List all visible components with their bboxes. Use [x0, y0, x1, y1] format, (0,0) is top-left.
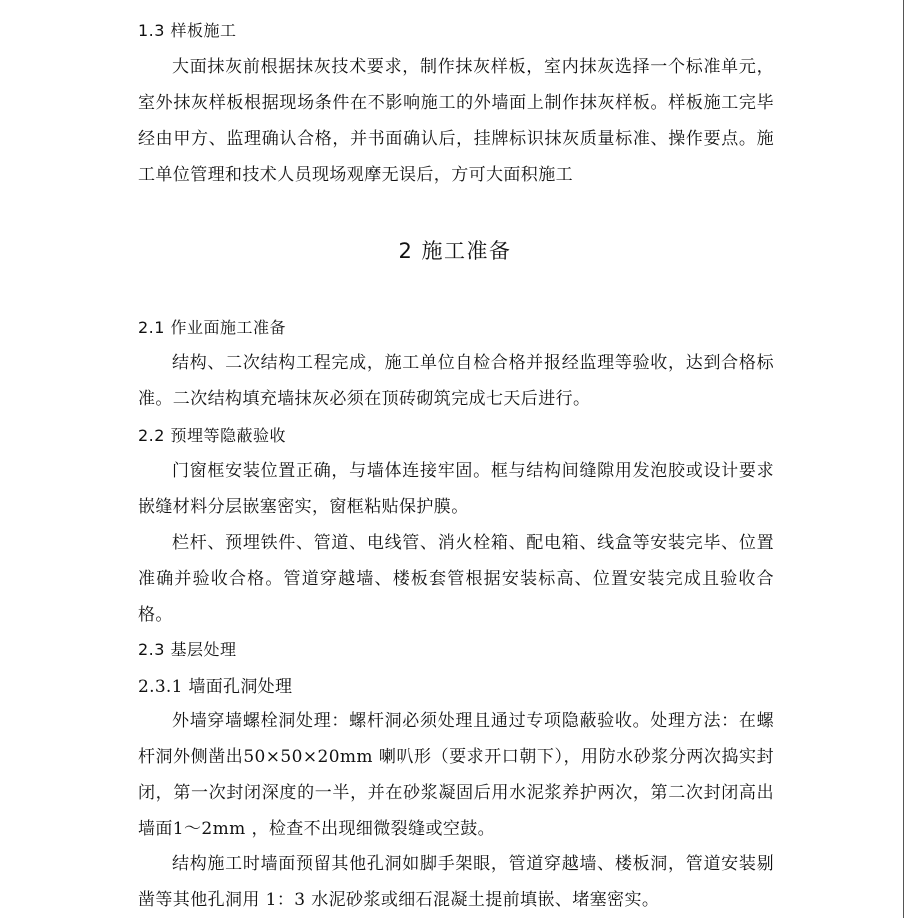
paragraph-other-holes: 结构施工时墙面预留其他孔洞如脚手架眼，管道穿越墙、楼板洞，管道安装剔凿等其他孔洞用 1：3 水泥砂浆或细石混凝土提前填嵌、堵塞密实。: [138, 854, 774, 910]
section-heading-2-3: 2.3 基层处理: [138, 640, 237, 659]
paragraph-work-surface-prep: 结构、二次结构工程完成，施工单位自检合格并报经监理等验收，达到合格标准。二次结构填充墙抹灰必须在顶砖砌筑完成七天后进行。: [138, 353, 774, 409]
subsection-heading-2-3-1: 2.3.1 墙面孔洞处理: [138, 677, 293, 697]
paragraph-sample-construction: 大面抹灰前根据抹灰技术要求，制作抹灰样板，室内抹灰选择一个标准单元，室外抹灰样板根据现场条件在不影响施工的外墙面上制作抹灰样板。样板施工完毕经由甲方、监理确认合格，并书面确认后，挂牌标识抹灰质量标准、操作要点。施工单位管理和技术人员现场观摩无误后，方可大面积施工: [138, 57, 774, 185]
chapter-heading-2: 2 施工准备: [398, 239, 512, 263]
section-heading-2-1: 2.1 作业面施工准备: [138, 318, 287, 337]
paragraph-embedded-parts: 栏杆、预埋铁件、管道、电线管、消火栓箱、配电箱、线盒等安装完毕、位置准确并验收合格。管道穿越墙、楼板套管根据安装标高、位置安装完成且验收合格。: [138, 533, 774, 625]
section-heading-2-2: 2.2 预埋等隐蔽验收: [138, 426, 287, 445]
section-heading-1-3: 1.3 样板施工: [138, 21, 237, 40]
paragraph-bolt-hole-treatment: 外墙穿墙螺栓洞处理：螺杆洞必须处理且通过专项隐蔽验收。处理方法：在螺杆洞外侧凿出50×50×20mm 喇叭形（要求开口朝下），用防水砂浆分两次捣实封闭，第一次封闭深度的一半，并在砂浆凝固后用水泥浆养护两次，第二次封闭高出墙面1～2mm ，检查不出现细微裂缝或空鼓。: [138, 711, 774, 839]
paragraph-door-window-frames: 门窗框安装位置正确，与墙体连接牢固。框与结构间缝隙用发泡胶或设计要求嵌缝材料分层嵌塞密实，窗框粘贴保护膜。: [138, 461, 774, 517]
page-border: [903, 0, 904, 918]
